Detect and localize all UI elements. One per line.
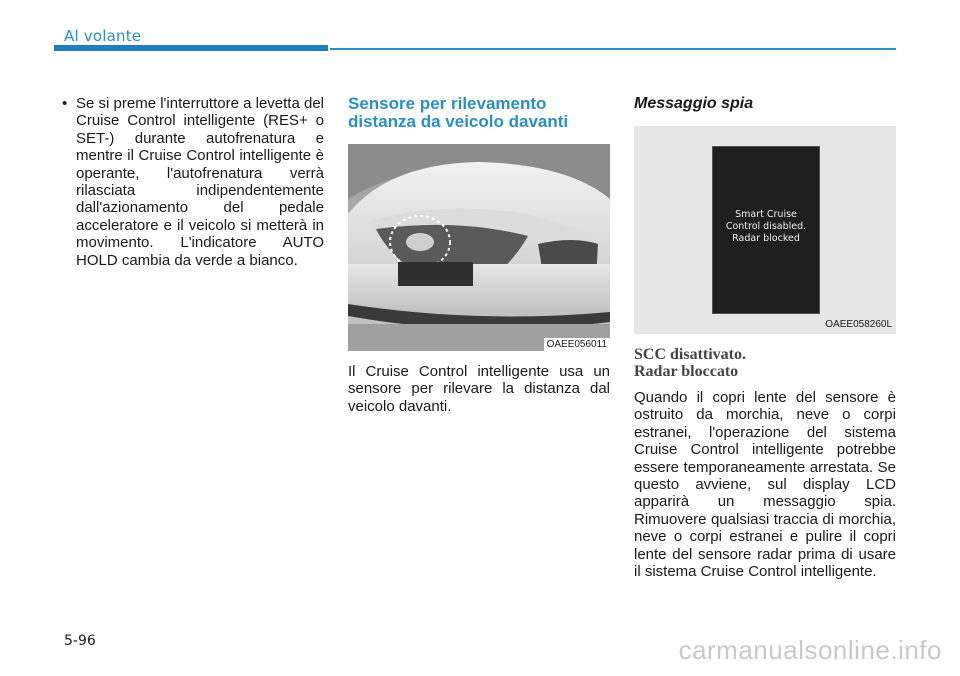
lcd-message	[713, 209, 819, 245]
page-number: 5-96	[64, 633, 96, 649]
scc-subtitle-line1: SCC disattivato.	[634, 346, 747, 363]
sensor-title-line1: Sensore per rilevamento	[348, 94, 547, 113]
warning-paragraph: Quando il copri lente del sensore è ostruito da morchia, neve o corpi estranei, l'operazione del sistema Cruise Control intelligente potrebbe essere temporaneamente arrestata. Se questo avviene, sul display LCD apparirà un messaggio spia. Rimuovere qualsiasi traccia di morchia, neve o corpi estranei e pulire il copri lente del sensore radar prima di usare il sistema Cruise Control intelligente.	[634, 389, 896, 581]
column-right	[634, 95, 896, 580]
car-front-image	[348, 144, 610, 351]
header-rule-thin	[330, 48, 896, 50]
lcd-line3: Radar blocked	[732, 233, 800, 244]
lcd-screen	[712, 146, 820, 314]
column-left	[62, 95, 324, 269]
image-code-label: OAEE058260L	[825, 319, 892, 330]
header-rule-thick	[54, 45, 328, 51]
watermark: carmanualsonline.info	[678, 635, 942, 665]
sensor-paragraph: Il Cruise Control intelligente usa un sensore per rilevare la distanza dal veicolo davanti.	[348, 363, 610, 415]
warning-section-title: Messaggio spia	[634, 95, 754, 112]
image-code-label: OAEE056011	[544, 338, 610, 351]
lcd-line2: Control disabled.	[725, 221, 807, 232]
car-front-illustration	[348, 144, 610, 351]
lcd-line1: Smart Cruise	[735, 209, 797, 220]
lcd-display-image	[634, 126, 896, 334]
sensor-section-title	[348, 95, 610, 131]
section-header: Al volante	[64, 27, 142, 45]
scc-subtitle-line2: Radar bloccato	[634, 363, 739, 380]
scc-subtitle	[634, 346, 896, 380]
column-middle	[348, 95, 610, 415]
bullet-text: Se si preme l'interruttore a levetta del Cruise Control intelligente (RES+ o SET-) durante autofrenatura e mentre il Cruise Control intelligente è operante, l'autofrenatura verrà rilasciata indipendentemente dall'azionamento del pedale acceleratore e il veicolo si metterà in movimento. L'indicatore AUTO HOLD cambia da verde a bianco.	[76, 95, 324, 269]
sensor-title-line2: distanza da veicolo davanti	[348, 112, 569, 131]
bullet-dot: •	[62, 95, 68, 112]
bullet-item	[62, 95, 324, 269]
